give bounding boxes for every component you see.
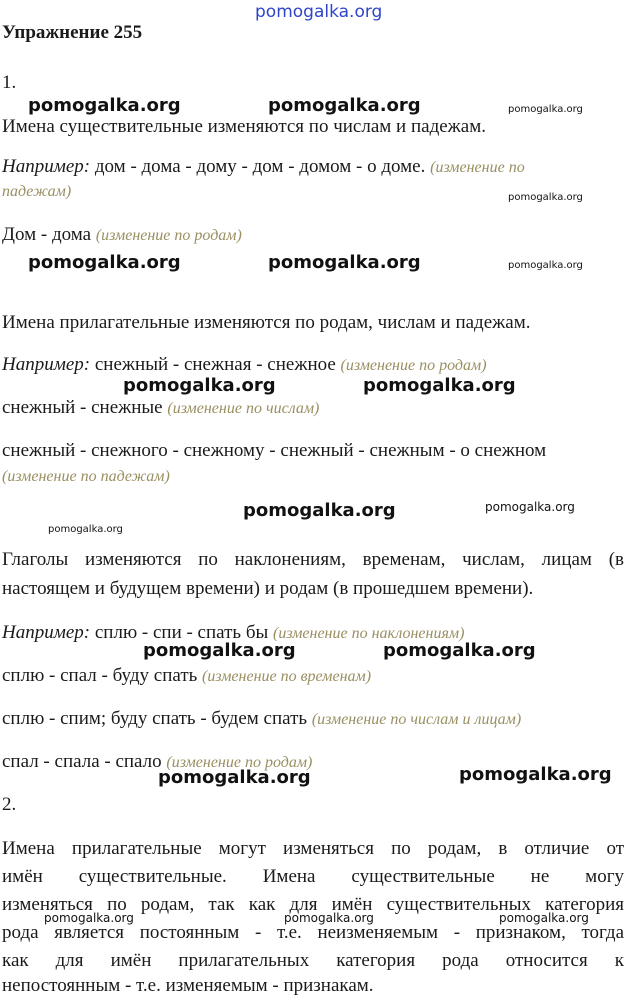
adjectives-rule: Имена прилагательные изменяются по родам, числам и падежам. — [2, 312, 531, 333]
site-header-link[interactable]: pomogalka.org — [255, 2, 383, 22]
watermark-logo: pomogalka.org — [284, 911, 374, 925]
watermark-logo: pomogalka.org — [508, 104, 583, 115]
example-note-continued: падежам) — [2, 183, 72, 200]
nouns-example-1 — [2, 156, 525, 179]
watermark-logo: pomogalka.org — [158, 767, 311, 788]
watermark-logo: pomogalka.org — [508, 192, 583, 203]
example-text: Дом - дома — [2, 224, 96, 245]
answer-2-line-3: изменяться по родам, так как для имён существительных категория — [2, 894, 624, 915]
example-text: спал - спала - спало — [2, 751, 167, 772]
nouns-rule: Имена существительные изменяются по числам и падежам. — [2, 116, 487, 137]
example-text: сплю - спи - спать бы — [90, 622, 274, 643]
example-text: сплю - спим; буду спать - будем спать — [2, 708, 312, 729]
example-text: снежный - снежные — [2, 397, 168, 418]
example-note: (изменение по родам) — [95, 227, 242, 244]
example-note: (изменение по родам) — [166, 754, 313, 771]
watermark-logo: pomogalka.org — [485, 500, 575, 514]
watermark-logo: pomogalka.org — [44, 911, 134, 925]
watermark-logo: pomogalka.org — [28, 95, 181, 116]
watermark-logo: pomogalka.org — [499, 911, 589, 925]
example-label: Например: — [2, 622, 91, 643]
watermark-logo: pomogalka.org — [123, 375, 276, 396]
watermark-logo: pomogalka.org — [459, 764, 612, 785]
adjectives-example-1 — [2, 354, 487, 377]
nouns-example-2 — [2, 224, 242, 247]
example-label: Например: — [2, 156, 91, 177]
verbs-rule-line-2: настоящем и будущем времени) и родам (в прошедшем времени). — [2, 578, 534, 599]
watermark-logo: pomogalka.org — [363, 375, 516, 396]
example-note: (изменение по временам) — [202, 668, 372, 685]
adjectives-example-3: снежный - снежного - снежному - снежный - снежным - о снежном — [2, 440, 547, 461]
answer-2-line-1: Имена прилагательные могут изменяться по родам, в отличие от — [2, 838, 624, 859]
watermark-logo: pomogalka.org — [48, 524, 123, 535]
part-1-number: 1. — [2, 72, 17, 93]
watermark-logo: pomogalka.org — [268, 95, 421, 116]
watermark-logo: pomogalka.org — [243, 500, 396, 521]
example-note: (изменение по наклонениям) — [273, 625, 465, 642]
example-note: (изменение по — [430, 159, 525, 176]
watermark-logo: pomogalka.org — [508, 260, 583, 271]
answer-2-line-2: имён существительные. Имена существительные не могу — [2, 866, 624, 887]
answer-2-line-5: как для имён прилагательных категория рода относится к — [2, 950, 624, 971]
verbs-rule-line-1: Глаголы изменяются по наклонениям, временам, числам, лицам (в — [2, 549, 624, 570]
verbs-example-3 — [2, 708, 521, 731]
example-text: снежный - снежная - снежное — [90, 354, 341, 375]
example-note: (изменение по числам и лицам) — [311, 711, 522, 728]
example-note: (изменение по числам) — [167, 400, 320, 417]
exercise-title: Упражнение 255 — [2, 22, 143, 43]
watermark-logo: pomogalka.org — [143, 640, 296, 661]
watermark-logo: pomogalka.org — [383, 640, 536, 661]
answer-2-line-6: непостоянным - т.е. изменяемым - признакам. — [2, 975, 374, 996]
watermark-logo: pomogalka.org — [28, 252, 181, 273]
watermark-logo: pomogalka.org — [268, 252, 421, 273]
example-text: дом - дома - дому - дом - домом - о доме. — [90, 156, 431, 177]
answer-2-line-4: рода является постоянным - т.е. неизменяемым - признаком, тогда — [2, 922, 624, 943]
verbs-example-2 — [2, 665, 371, 688]
part-2-number: 2. — [2, 794, 17, 815]
example-note: (изменение по родам) — [340, 357, 487, 374]
adjectives-example-2 — [2, 397, 319, 420]
example-note: (изменение по падежам) — [2, 468, 170, 485]
example-text: сплю - спал - буду спать — [2, 665, 203, 686]
example-label: Например: — [2, 354, 91, 375]
